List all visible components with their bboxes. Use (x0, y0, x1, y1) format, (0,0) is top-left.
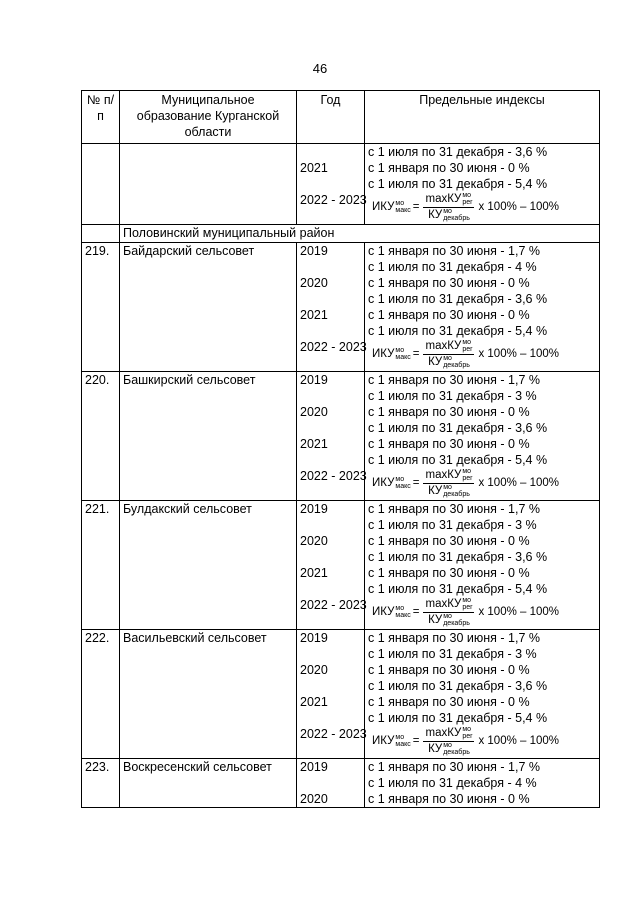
year-label: 2020 (300, 534, 328, 548)
formula-fraction (423, 339, 474, 368)
formula-denominator: КУ (428, 613, 443, 626)
formula-lhs-sub: макс (395, 483, 411, 490)
cell-municipality: Васильевский сельсовет (120, 630, 297, 759)
formula-equals: = (412, 606, 420, 618)
cell-no: 221. (82, 501, 120, 630)
year-label: 2019 (300, 502, 328, 516)
formula-den-sub: декабрь (443, 361, 470, 369)
formula-lhs-sub: макс (395, 207, 411, 214)
formula-fraction (423, 597, 474, 626)
year-label: 2022 - 2023 (300, 727, 367, 741)
formula-den-sup: мо (443, 207, 452, 215)
formula-equals: = (412, 348, 420, 360)
index-line: с 1 июля по 31 декабря - 4 % (368, 260, 537, 274)
cell-year (297, 243, 365, 372)
formula-num-sup: мо (462, 192, 472, 200)
formula-tail: x 100% – 100% (478, 201, 560, 213)
district-row (82, 225, 600, 243)
table-row (82, 759, 600, 808)
index-line: с 1 июля по 31 декабря - 3 % (368, 518, 537, 532)
formula-fraction (423, 468, 474, 497)
formula-num-sub: per (462, 604, 473, 612)
formula-num-sub: per (462, 475, 473, 483)
table-row (82, 501, 600, 630)
cell-municipality: Воскресенский сельсовет (120, 759, 297, 808)
index-line: с 1 июля по 31 декабря - 5,4 % (368, 324, 548, 338)
cell-municipality (120, 144, 297, 225)
formula-lhs: ИКУ (372, 477, 395, 489)
formula-num-sup: мо (462, 597, 472, 605)
index-line: с 1 июля по 31 декабря - 5,4 % (368, 711, 548, 725)
formula-lhs-sup: мо (395, 347, 405, 354)
cell-indices (365, 243, 600, 372)
formula-num-sup: мо (462, 339, 472, 347)
formula-fraction (423, 726, 474, 755)
formula-den-sub: декабрь (443, 619, 470, 627)
limit-index-table (81, 90, 600, 808)
index-line: с 1 июля по 31 декабря - 3 % (368, 647, 537, 661)
index-line: с 1 января по 30 июня - 1,7 % (368, 760, 540, 774)
formula-lhs: ИКУ (372, 606, 395, 618)
table-header-row (82, 91, 600, 144)
cell-indices (365, 372, 600, 501)
formula-den-sup: мо (443, 483, 452, 491)
year-label: 2021 (300, 566, 328, 580)
formula-numerator: maxКУ (425, 598, 462, 611)
index-line: с 1 июля по 31 декабря - 4 % (368, 776, 537, 790)
formula-lhs-sup: мо (395, 734, 405, 741)
formula-num-sup: мо (462, 468, 472, 476)
formula-den-sup: мо (443, 741, 452, 749)
year-label: 2022 - 2023 (300, 193, 367, 207)
index-line: с 1 января по 30 июня - 0 % (368, 566, 530, 580)
formula-numerator: maxКУ (425, 727, 462, 740)
formula-den-sup: мо (443, 354, 452, 362)
year-label: 2022 - 2023 (300, 469, 367, 483)
index-line: с 1 января по 30 июня - 0 % (368, 276, 530, 290)
year-label: 2021 (300, 161, 328, 175)
year-label: 2022 - 2023 (300, 598, 367, 612)
formula-denominator: КУ (428, 484, 443, 497)
header-municipality: Муниципальное образование Курганской области (120, 91, 297, 144)
formula-tail: x 100% – 100% (478, 477, 560, 489)
formula-lhs: ИКУ (372, 735, 395, 747)
formula-num-sub: per (462, 199, 473, 207)
table-row (82, 144, 600, 225)
year-spacer (300, 144, 361, 160)
page-number: 46 (312, 61, 328, 76)
cell-year (297, 759, 365, 808)
index-line: с 1 января по 30 июня - 1,7 % (368, 502, 540, 516)
index-line: с 1 января по 30 июня - 0 % (368, 308, 530, 322)
index-line: с 1 января по 30 июня - 0 % (368, 792, 530, 806)
formula (368, 192, 596, 222)
header-year: Год (297, 91, 365, 144)
formula-num-sub: per (462, 733, 473, 741)
cell-indices (365, 630, 600, 759)
formula-denominator: КУ (428, 208, 443, 221)
cell-year (297, 144, 365, 225)
formula-den-sub: декабрь (443, 490, 470, 498)
year-label: 2019 (300, 373, 328, 387)
year-label: 2021 (300, 437, 328, 451)
cell-year (297, 630, 365, 759)
cell-municipality: Башкирский сельсовет (120, 372, 297, 501)
cell-municipality: Булдакский сельсовет (120, 501, 297, 630)
index-line: с 1 июля по 31 декабря - 3 % (368, 389, 537, 403)
year-label: 2019 (300, 631, 328, 645)
table-row (82, 630, 600, 759)
formula-lhs-sup: мо (395, 605, 405, 612)
formula-numerator: maxКУ (425, 340, 462, 353)
formula-fraction (423, 192, 474, 221)
index-line: с 1 января по 30 июня - 0 % (368, 695, 530, 709)
cell-indices (365, 501, 600, 630)
formula-lhs-sub: макс (395, 741, 411, 748)
table-row (82, 372, 600, 501)
district-name: Половинский муниципальный район (120, 225, 600, 243)
index-line: с 1 января по 30 июня - 0 % (368, 663, 530, 677)
formula-numerator: maxКУ (425, 193, 462, 206)
formula (368, 597, 596, 627)
index-line: с 1 января по 30 июня - 0 % (368, 161, 530, 175)
formula-lhs-sup: мо (395, 200, 405, 207)
cell-no: 223. (82, 759, 120, 808)
formula-lhs-sup: мо (395, 476, 405, 483)
cell-no (82, 144, 120, 225)
header-indices: Предельные индексы (365, 91, 600, 144)
formula-equals: = (412, 477, 420, 489)
index-line: с 1 июля по 31 декабря - 5,4 % (368, 177, 548, 191)
cell-no: 222. (82, 630, 120, 759)
year-label: 2019 (300, 760, 328, 774)
year-label: 2020 (300, 405, 328, 419)
formula (368, 726, 596, 756)
formula-den-sub: декабрь (443, 214, 470, 222)
index-line: с 1 июля по 31 декабря - 5,4 % (368, 453, 548, 467)
index-line: с 1 января по 30 июня - 1,7 % (368, 373, 540, 387)
formula-equals: = (412, 201, 420, 213)
year-label: 2020 (300, 792, 328, 806)
cell-year (297, 372, 365, 501)
formula-tail: x 100% – 100% (478, 735, 560, 747)
header-no: № п/п (82, 91, 120, 144)
table-row (82, 243, 600, 372)
cell-no: 219. (82, 243, 120, 372)
formula-num-sup: мо (462, 726, 472, 734)
index-line: с 1 января по 30 июня - 0 % (368, 405, 530, 419)
formula (368, 339, 596, 369)
formula-equals: = (412, 735, 420, 747)
formula-lhs-sub: макс (395, 612, 411, 619)
index-line: с 1 июля по 31 декабря - 3,6 % (368, 421, 548, 435)
formula-tail: x 100% – 100% (478, 348, 560, 360)
cell-municipality: Байдарский сельсовет (120, 243, 297, 372)
index-line: с 1 июля по 31 декабря - 3,6 % (368, 550, 548, 564)
index-line: с 1 января по 30 июня - 0 % (368, 437, 530, 451)
formula-num-sub: per (462, 346, 473, 354)
index-line: с 1 июля по 31 декабря - 3,6 % (368, 679, 548, 693)
formula-denominator: КУ (428, 355, 443, 368)
year-label: 2021 (300, 695, 328, 709)
index-line: с 1 января по 30 июня - 0 % (368, 534, 530, 548)
cell-no (82, 225, 120, 243)
index-line: с 1 июля по 31 декабря - 3,6 % (368, 292, 548, 306)
cell-year (297, 501, 365, 630)
year-label: 2020 (300, 276, 328, 290)
cell-indices (365, 144, 600, 225)
year-label: 2021 (300, 308, 328, 322)
year-label: 2020 (300, 663, 328, 677)
formula-den-sub: декабрь (443, 748, 470, 756)
year-label: 2019 (300, 244, 328, 258)
formula-numerator: maxКУ (425, 469, 462, 482)
formula-tail: x 100% – 100% (478, 606, 560, 618)
formula (368, 468, 596, 498)
index-line: с 1 июля по 31 декабря - 3,6 % (368, 145, 548, 159)
index-line: с 1 июля по 31 декабря - 5,4 % (368, 582, 548, 596)
index-line: с 1 января по 30 июня - 1,7 % (368, 631, 540, 645)
year-label: 2022 - 2023 (300, 340, 367, 354)
formula-lhs-sub: макс (395, 354, 411, 361)
cell-indices (365, 759, 600, 808)
formula-den-sup: мо (443, 612, 452, 620)
formula-denominator: КУ (428, 742, 443, 755)
cell-no: 220. (82, 372, 120, 501)
formula-lhs: ИКУ (372, 348, 395, 360)
formula-lhs: ИКУ (372, 201, 395, 213)
index-line: с 1 января по 30 июня - 1,7 % (368, 244, 540, 258)
